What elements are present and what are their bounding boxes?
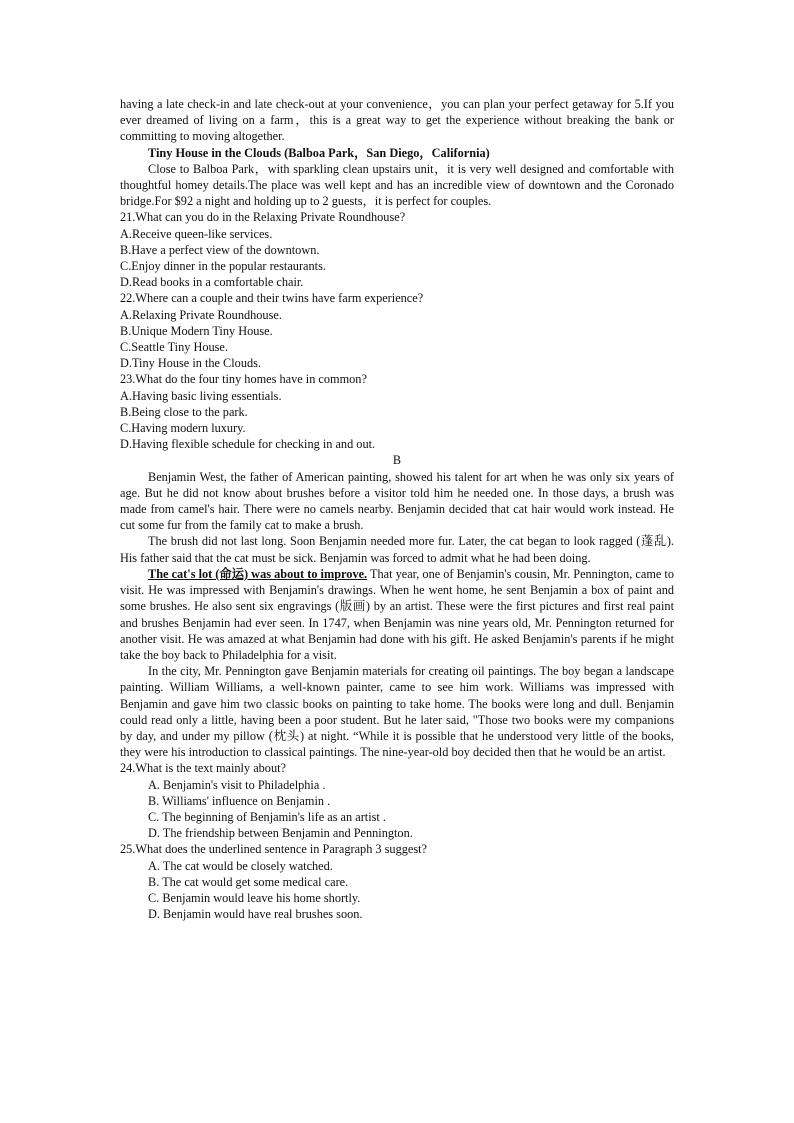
- option: A.Receive queen-like services.: [120, 226, 273, 241]
- option: D.Read books in a comfortable chair.: [120, 275, 304, 290]
- option: B.Have a perfect view of the downtown.: [120, 242, 320, 257]
- question-stem: 24.What is the text mainly about?: [120, 761, 286, 776]
- option: C.Seattle Tiny House.: [120, 340, 228, 355]
- passage-paragraph-4: In the city, Mr. Pennington gave Benjamin materials for creating oil paintings. The boy began a landscape painting. William Williams, a well-known painter, came to see him work. Williams was impressed with Benjamin and gave him two classic books on painting to take home. The books were long and dull. Benjamin could read only a little, having been a poor student. But he later said, "Those two books were my companions by day, and under my pillow (枕头) at night. “While it is possible that he understood very little of the books, they were his introduction to classical paintings. The nine-year-old boy decided then that he would be an artist.: [120, 664, 674, 760]
- passage-paragraph-3: [120, 566, 674, 663]
- question-stem: 25.What does the underlined sentence in Paragraph 3 suggest?: [120, 842, 427, 857]
- option: A. Benjamin's visit to Philadelphia .: [148, 777, 326, 792]
- listing-text: Close to Balboa Park，with sparkling clean upstairs unit，it is very well designed and comfortable with thoughtful homey details.The place was well kept and has an incredible view of downtown and the Coronado bridge.For $92 a night and holding up to 2 guests，it is perfect for couples.: [120, 161, 674, 209]
- option: B.Unique Modern Tiny House.: [120, 323, 273, 338]
- option: B. Williams' influence on Benjamin .: [148, 793, 331, 808]
- intro-paragraph: having a late check-in and late check-out at your convenience，you can plan your perfect getaway for 5.If you ever dreamed of living on a farm，this is a great way to get the experience without breaking the bank or committing to moving altogether.: [120, 97, 674, 144]
- question-25: [120, 841, 674, 922]
- section-label: B: [392, 453, 402, 468]
- option: B. The cat would get some medical care.: [148, 874, 349, 889]
- option: C. Benjamin would leave his home shortly.: [148, 890, 361, 905]
- question-21: [120, 209, 674, 290]
- paragraph-3-text: That year, one of Benjamin's cousin, Mr. Pennington, came to visit. He was impressed with Benjamin's drawings. When he went home, he sent Benjamin a box of paint and some brushes. He also sent six engravings (版画) by an artist. These were the first pictures and first real paint and brushes Benjamin had ever seen. In 1747, when Benjamin was nine years old, Mr. Pennington returned for another visit. He was amazed at what Benjamin had done with his gift. He asked Benjamin's parents if he might take the boy back to Philadelphia for a visit.: [120, 566, 674, 662]
- option: A.Relaxing Private Roundhouse.: [120, 307, 282, 322]
- option: C. The beginning of Benjamin's life as an artist .: [148, 809, 386, 824]
- question-stem: 23.What do the four tiny homes have in common?: [120, 372, 367, 387]
- question-stem: 21.What can you do in the Relaxing Private Roundhouse?: [120, 210, 406, 225]
- question-24: [120, 760, 674, 841]
- option: C.Enjoy dinner in the popular restaurants.: [120, 259, 326, 274]
- option: C.Having modern luxury.: [120, 421, 246, 436]
- option: D. The friendship between Benjamin and Pennington.: [148, 826, 413, 841]
- question-stem: 22.Where can a couple and their twins have farm experience?: [120, 291, 424, 306]
- passage-paragraph-2: The brush did not last long. Soon Benjamin needed more fur. Later, the cat began to look ragged (蓬乱). His father said that the cat must be sick. Benjamin was forced to admit what he had been doing.: [120, 534, 674, 565]
- underlined-sentence: The cat's lot (命运) was about to improve.: [148, 566, 368, 581]
- option: B.Being close to the park.: [120, 404, 248, 419]
- option: D.Having flexible schedule for checking in and out.: [120, 437, 376, 452]
- listing-title: Tiny House in the Clouds (Balboa Park，San Diego，California): [148, 145, 490, 160]
- passage-paragraph-1: Benjamin West, the father of American painting, showed his talent for art when he was only six years of age. But he did not know about brushes before a visitor told him he needed one. In those days, a brush was made from camel's hair. There were no camels nearby. Benjamin decided that cat hair would work instead. He cut some fur from the family cat to make a brush.: [120, 469, 674, 533]
- option: D. Benjamin would have real brushes soon.: [148, 907, 363, 922]
- question-23: [120, 371, 674, 452]
- option: A.Having basic living essentials.: [120, 388, 282, 403]
- option: A. The cat would be closely watched.: [148, 858, 333, 873]
- option: D.Tiny House in the Clouds.: [120, 356, 261, 371]
- question-22: [120, 290, 674, 371]
